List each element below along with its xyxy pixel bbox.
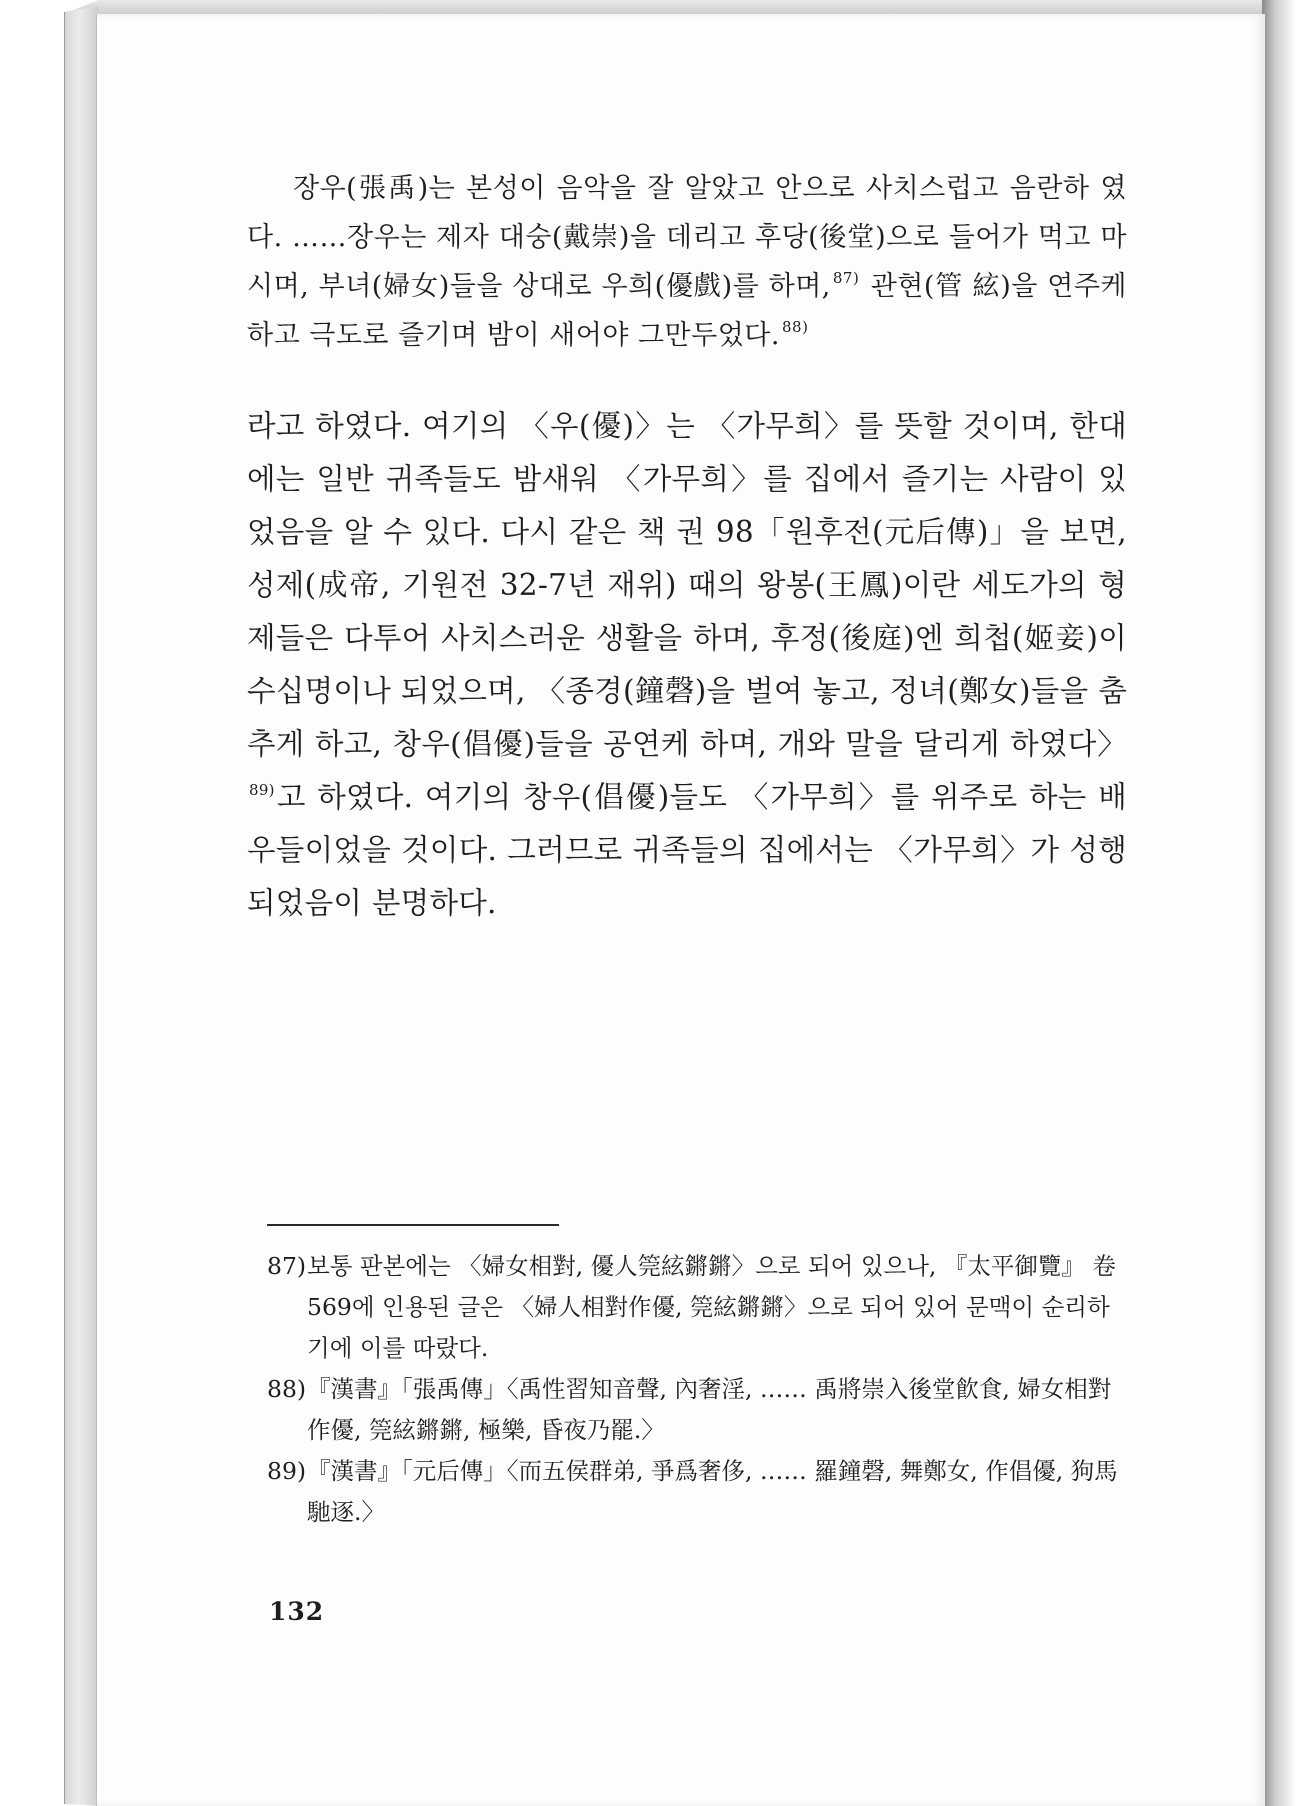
quote-line-2: 였다. ……장우는 제자 대숭(戴崇)을 데리고 후당(後堂)으로 들어가	[247, 173, 1127, 253]
body-text-part-1: 라고 하였다. 여기의 〈우(優)〉는 〈가무희〉를 뜻할 것이며, 한대에는 일반 귀족들도 밤새워 〈가무희〉를 집에서 즐기는 사람이 있었음을 알 수 있다. 다시 같은 책 권 98「원후전(元后傳)」을 보면, 성제(成帝, 기원전 32-7년 재위) 때의 왕봉(王鳳)이란 세도가의 형제들은 다투어 사치스러운 생활을 하며, 후정(後庭)엔 희첩(姬妾)이 수십명이나 되었으며, 〈종경(鐘磬)을 벌여 놓고, 정녀(鄭女)들을 춤추게 하고, 창우(倡優)들을 공연케 하며, 개와 말을 달리게 하였다〉	[247, 409, 1127, 761]
quote-line-1: 장우(張禹)는 본성이 음악을 잘 알았고 안으로 사치스럽고 음란하	[293, 173, 1090, 204]
footnotes	[267, 1246, 1127, 1533]
quote-paragraph	[247, 164, 1127, 360]
footnote-88	[267, 1369, 1127, 1451]
footnote-divider	[267, 1224, 559, 1226]
body-text-part-2: 고 하였다. 여기의 창우(倡優)들도 〈가무희〉를 위주로 하는 배우들이었을 것이다. 그러므로 귀족들의 집에서는 〈가무희〉가 성행되었음이 분명하다.	[247, 780, 1127, 920]
page-number: 132	[269, 1597, 325, 1626]
footnote-number: 88)	[267, 1375, 307, 1403]
book-page	[96, 14, 1265, 1806]
footnote-ref-89[interactable]: 89)	[249, 781, 275, 799]
footnote-number: 87)	[267, 1252, 307, 1280]
book-spine	[64, 6, 99, 1806]
book-top-edge	[64, 0, 1284, 14]
footnote-87	[267, 1246, 1127, 1369]
page-shadow	[1262, 0, 1296, 1806]
footnote-number: 89)	[267, 1457, 307, 1485]
body-text	[247, 400, 1127, 930]
footnote-89	[267, 1451, 1127, 1533]
footnote-text: 『漢書』「張禹傳」〈禹性習知音聲, 內奢淫, …… 禹將崇入後堂飮食, 婦女相對作優, 筦絃鏘鏘, 極樂, 昏夜乃罷.〉	[307, 1375, 1112, 1444]
quote-line-3: 먹고 마시며, 부녀(婦女)들을 상대로 우희(優戲)를 하며,	[247, 222, 1127, 302]
block-quote	[247, 164, 1127, 360]
body-paragraph	[247, 400, 1127, 930]
footnote-text: 보통 판본에는 〈婦女相對, 優人筦絃鏘鏘〉으로 되어 있으나, 『太平御覽』 卷 569에 인용된 글은 〈婦人相對作優, 筦絃鏘鏘〉으로 되어 있어 문맥이 순리하기에 이를 따랐다.	[307, 1252, 1116, 1362]
footnote-ref-88[interactable]: 88)	[781, 318, 809, 336]
quote-line-5: 絃)을 연주케 하고 극도로 즐기며 밤이 새어야 그만두었다.	[247, 271, 1128, 351]
quote-line-4: 관현(管	[861, 271, 964, 302]
footnote-ref-87[interactable]: 87)	[832, 269, 860, 287]
footnote-text: 『漢書』「元后傳」〈而五侯群弟, 爭爲奢侈, …… 羅鐘磬, 舞鄭女, 作倡優, 狗馬馳逐.〉	[307, 1457, 1118, 1526]
